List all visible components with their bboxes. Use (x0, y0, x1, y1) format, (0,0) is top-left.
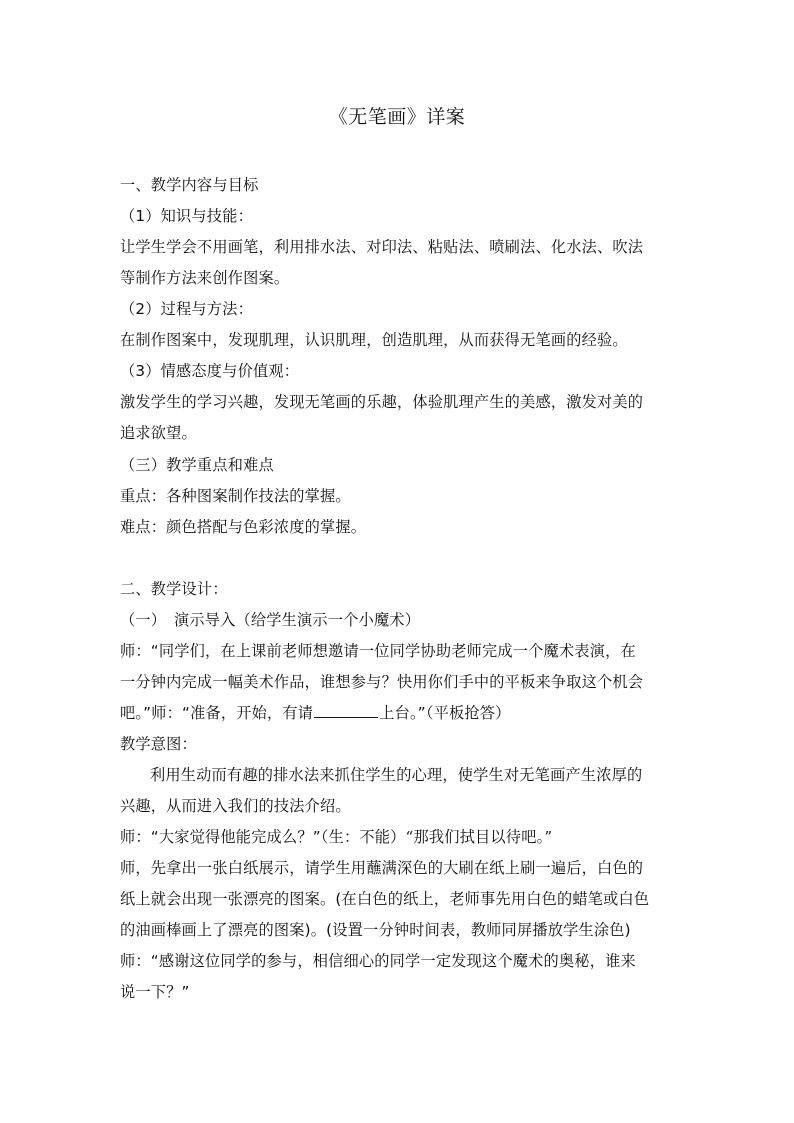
section-heading-content-goals: 一、教学内容与目标 (120, 176, 259, 194)
paragraph-line: 追求欲望。 (120, 424, 197, 442)
paragraph-line: 激发学生的学习兴趣，发现无笔画的乐趣，体验肌理产生的美感，激发对美的 (120, 393, 644, 411)
paragraph-line: 等制作方法来创作图案。 (120, 269, 290, 287)
dialogue-text: 师：“大家觉得他能完成么？”（生：不能） (120, 828, 406, 846)
paragraph-line: 兴趣，从而进入我们的技法介绍。 (120, 797, 351, 815)
paragraph-line: 让学生学会不用画笔，利用排水法、对印法、粘贴法、喷刷法、化水法、吹法 (120, 238, 644, 256)
key-point: 重点：各种图案制作技法的掌握。 (120, 487, 351, 505)
dialogue-line (120, 822, 680, 853)
fill-in-blank (314, 702, 378, 718)
item-knowledge-skills-label: （1）知识与技能： (120, 207, 253, 225)
dialogue-text: 上台。”（平板抢答） (379, 704, 511, 722)
dialogue-line: 说一下？” (120, 983, 190, 1001)
dialogue-line: 一分钟内完成一幅美术作品，谁想参与？快用你们手中的平板来争取这个机会 (120, 673, 644, 691)
part-intro-label: （一） 演示导入（给学生演示一个小魔术） (120, 611, 421, 629)
paragraph-line: 的油画棒画上了漂亮的图案)。(设置一分钟时间表，教师同屏播放学生涂色) (120, 921, 631, 939)
dialogue-text: “那我们拭目以待吧。” (405, 828, 553, 846)
item-attitude-values-label: （3）情感态度与价值观： (120, 362, 300, 380)
paragraph-line: 纸上就会出现一张漂亮的图案。(在白色的纸上，老师事先用白色的蜡笔或白色 (120, 890, 650, 908)
paragraph-line: 在制作图案中，发现肌理，认识肌理，创造肌理，从而获得无笔画的经验。 (120, 331, 628, 349)
dialogue-line: 师：“感谢这位同学的参与，相信细心的同学一定发现这个魔术的奥秘，谁来 (120, 952, 636, 970)
difficulty-point: 难点：颜色搭配与色彩浓度的掌握。 (120, 518, 367, 536)
dialogue-text: 吧。”师：“准备，开始，有请 (120, 704, 314, 722)
section-heading-design: 二、教学设计： (120, 580, 228, 598)
paragraph-line: 利用生动而有趣的排水法来抓住学生的心理，使学生对无笔画产生浓厚的 (150, 766, 643, 784)
dialogue-line-with-blank (120, 698, 680, 729)
dialogue-line: 师：“同学们，在上课前老师想邀请一位同学协助老师完成一个魔术表演，在 (120, 642, 636, 660)
paragraph-line: 师，先拿出一张白纸展示，请学生用蘸满深色的大刷在纸上刷一遍后，白色的 (120, 859, 644, 877)
item-process-methods-label: （2）过程与方法： (120, 300, 253, 318)
document-title: 《无笔画》详案 (328, 106, 466, 128)
focus-difficulty-label: （三）教学重点和难点 (120, 456, 274, 474)
teaching-intent-label: 教学意图： (120, 735, 197, 753)
